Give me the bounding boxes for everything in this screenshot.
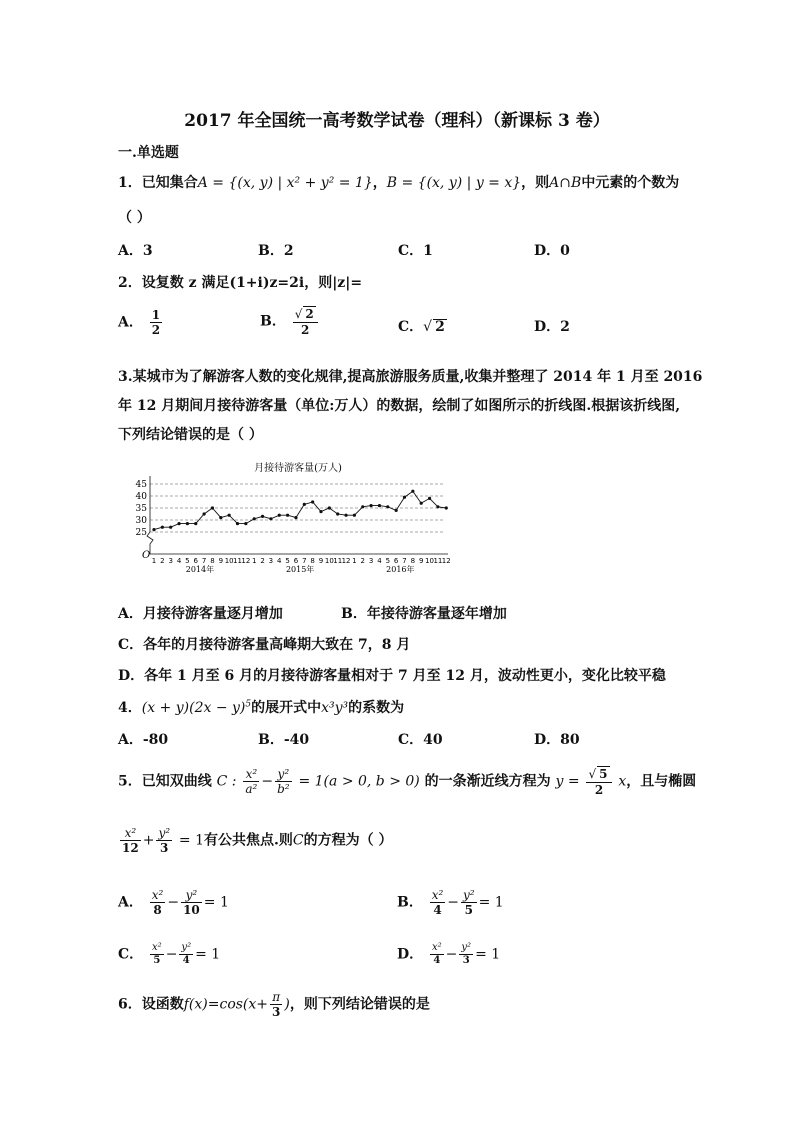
question-3-line-1: 3.某城市为了解游客人数的变化规律,提高旅游服务质量,收集并整理了 2014 年 1 月至 2016 [118,369,703,385]
x-tick-label: 5 [285,557,290,565]
q4-option-d: D．80 [534,732,580,748]
x-tick-label: 5 [385,557,391,565]
x-tick-label: 8 [310,557,315,565]
data-point [186,522,189,525]
q4-option-a: A．-80 [118,732,169,748]
x-tick-label: 4 [176,557,182,565]
term-expression: x³y³ [321,700,349,716]
data-point [303,503,306,506]
q5-option-c: C． $\frac{\text{x²}}{5}$ − $\frac{\text{y²}}{4}$ = 1 [118,942,221,966]
data-point [278,514,281,517]
data-point [177,522,180,525]
line-chart [135,460,456,582]
data-point [152,528,155,531]
fraction-y2-over-b2: $\frac{\text{y²}}{\text{b²}}$ [277,767,290,796]
data-point [161,526,164,529]
q3-option-c: C．各年的月接待游客量高峰期大致在 7，8 月 [118,637,411,653]
chart-svg [135,460,456,582]
fraction-pi-over-3: $\frac{\pi}{3}$ [272,990,281,1019]
x-tick-label: 11 [333,557,343,565]
x-tick-label: 3 [168,557,173,565]
data-point [344,514,347,517]
data-point [253,517,256,520]
question-1-paren: （ ） [118,210,151,226]
q2-option-c: C．√ 2 [398,319,445,335]
data-point [378,504,381,507]
x-tick-label: 4 [277,557,282,565]
x-tick-label: 7 [201,557,207,565]
x-tick-label: 12 [441,557,451,565]
question-2-stem: 2．设复数 z 满足(1+i)z=2i，则|z|= [118,275,363,291]
x-tick-label: 11 [433,557,443,565]
q5-option-b: B． $\frac{\text{x²}}{4}$ − $\frac{\text{y²}}{5}$ = 1 [397,888,504,917]
q3-option-a: A．月接待游客量逐月增加 [118,606,283,622]
set-b-expression: B = {(x, y) | y = x} [386,175,522,191]
question-3-line-3: 下列结论错误的是（ ） [118,427,263,443]
question-5-line-2: $\frac{\text{x²}}{12}$ + $\frac{\text{y²}}{3}$ = 1有公共焦点.则C的方程为（ ） [122,826,393,855]
x-tick-label: 7 [402,557,407,565]
x-tick-label: 10 [425,557,435,565]
data-point [169,526,172,529]
fraction-x2-over-12: $\frac{\text{x²}}{12}$ [122,826,139,855]
x-tick-label: 10 [224,557,234,565]
binomial-expression: (x + y)(2x − y) [141,700,246,716]
data-point [286,514,289,517]
q1-option-b: B．2 [258,243,294,259]
section-heading: 一.单选题 [118,145,179,161]
data-point [428,497,431,500]
series-line [154,491,446,529]
data-point [261,515,264,518]
x-tick-label: 7 [302,557,307,565]
data-point [328,506,331,509]
data-point [269,517,272,520]
x-tick-label: 1 [352,557,357,565]
x-tick-label: 4 [377,557,382,565]
x-tick-label: 12 [241,557,251,565]
question-3-line-2: 年 12 月期间月接待游客量（单位:万人）的数据，绘制了如图所示的折线图.根据该折线图, [118,398,681,414]
q5-option-a: A． $\frac{\text{x²}}{8}$ − $\frac{\text{y²}}{10}$ = 1 [118,888,229,917]
data-point [244,522,247,525]
x-tick-label: 6 [293,557,299,565]
x-tick-label: 9 [218,557,224,565]
y-tick-label: 45 [135,480,147,490]
q3-option-b: B．年接待游客量逐年增加 [341,606,507,622]
x-tick-label: 1 [151,557,157,565]
question-6-stem: 6．设函数f(x)=cos(x+ $\frac{\pi}{3}$ )，则下列结论错误的是 [118,990,430,1019]
x-tick-label: 11 [233,557,242,565]
q2-option-d: D．2 [534,319,570,335]
data-point [395,509,398,512]
data-point [203,512,206,515]
data-point [311,500,314,503]
q1-option-a: A．3 [118,243,153,259]
y-tick-label: 30 [135,516,147,526]
data-point [445,506,448,509]
fraction-sqrt5-over-2: $\frac{√ 5}{2}$ [586,766,611,797]
q3-option-d: D．各年 1 月至 6 月的月接待游客量相对于 7 月至 12 月，波动性更小，变化比较平稳 [118,668,666,684]
year-label: 2016年 [386,565,415,574]
x-tick-label: 6 [393,557,399,565]
origin-label: O [142,550,151,561]
chart-title: 月接待游客量(万人) [254,463,342,474]
sqrt-two: 2 [435,319,445,335]
data-point [319,510,322,513]
data-point [294,516,297,519]
fraction-one-half: $\frac{1}{2}$ [151,308,161,337]
data-point [219,516,222,519]
x-tick-label: 9 [318,557,324,565]
q5-option-d: D． $\frac{\text{x²}}{4}$ − $\frac{\text{y²}}{3}$ = 1 [397,942,501,966]
data-point [420,502,423,505]
x-tick-label: 2 [360,557,365,565]
x-tick-label: 2 [160,557,165,565]
q2-option-b: B． $\frac{√ 2}{2}$ [260,306,320,337]
x-tick-label: 3 [368,557,374,565]
y-tick-label: 25 [135,528,147,538]
data-point [361,505,364,508]
data-point [236,522,239,525]
data-point [228,514,231,517]
data-point [211,506,214,509]
x-tick-label: 9 [418,557,424,565]
q4-option-b: B．-40 [258,732,310,748]
question-5-line-1: 5．已知双曲线 C : $\frac{\text{x²}}{\text{a²}}$ − $\frac{\text{y²}}{\text{b²}}$ = 1(a > 0, b > 0) 的一条渐近线方程为 y = $\frac{√ 5}{2}$ x，且与椭圆 [118,767,697,797]
x-tick-label: 3 [268,557,274,565]
x-tick-label: 2 [260,557,265,565]
fraction-x2-over-a2: $\frac{\text{x²}}{\text{a²}}$ [245,767,258,796]
x-tick-label: 12 [341,557,351,565]
set-a-expression: A = {(x, y) | x² + y² = 1} [197,175,373,191]
data-point [336,512,339,515]
y-tick-label: 35 [135,504,147,514]
x-tick-label: 10 [324,557,334,565]
y-tick-label: 40 [135,492,147,502]
x-tick-label: 5 [185,557,190,565]
year-label: 2015年 [285,565,315,574]
x-tick-label: 8 [210,557,215,565]
fraction-sqrt2-over-2: $\frac{√ 2}{2}$ [293,306,318,337]
q4-option-c: C．40 [398,732,443,748]
q1-option-d: D．0 [534,243,570,259]
year-label: 2014年 [185,565,215,574]
x-tick-label: 8 [410,557,416,565]
intersection-expression: A∩B [549,175,582,191]
question-1-stem: 1．已知集合A = {(x, y) | x² + y² = 1}，B = {(x, y) | y = x}，则A∩B中元素的个数为 [118,175,680,191]
data-point [386,505,389,508]
x-tick-label: 6 [193,557,198,565]
page-title: 2017 年全国统一高考数学试卷（理科）（新课标 3 卷） [184,111,610,131]
question-4-stem: 4．$(x + y)(2x - y)^5$的展开式中x³y³的系数为 [118,699,405,716]
data-point [411,490,414,493]
q2-option-a: A． $\frac{1}{2}$ [118,308,161,337]
data-point [403,496,406,499]
x-tick-label: 1 [251,557,257,565]
data-point [370,504,373,507]
fraction-y2-over-3: $\frac{\text{y²}}{3}$ [158,826,171,855]
data-point [194,522,197,525]
data-point [436,505,439,508]
q1-option-c: C．1 [398,243,433,259]
data-point [353,514,356,517]
